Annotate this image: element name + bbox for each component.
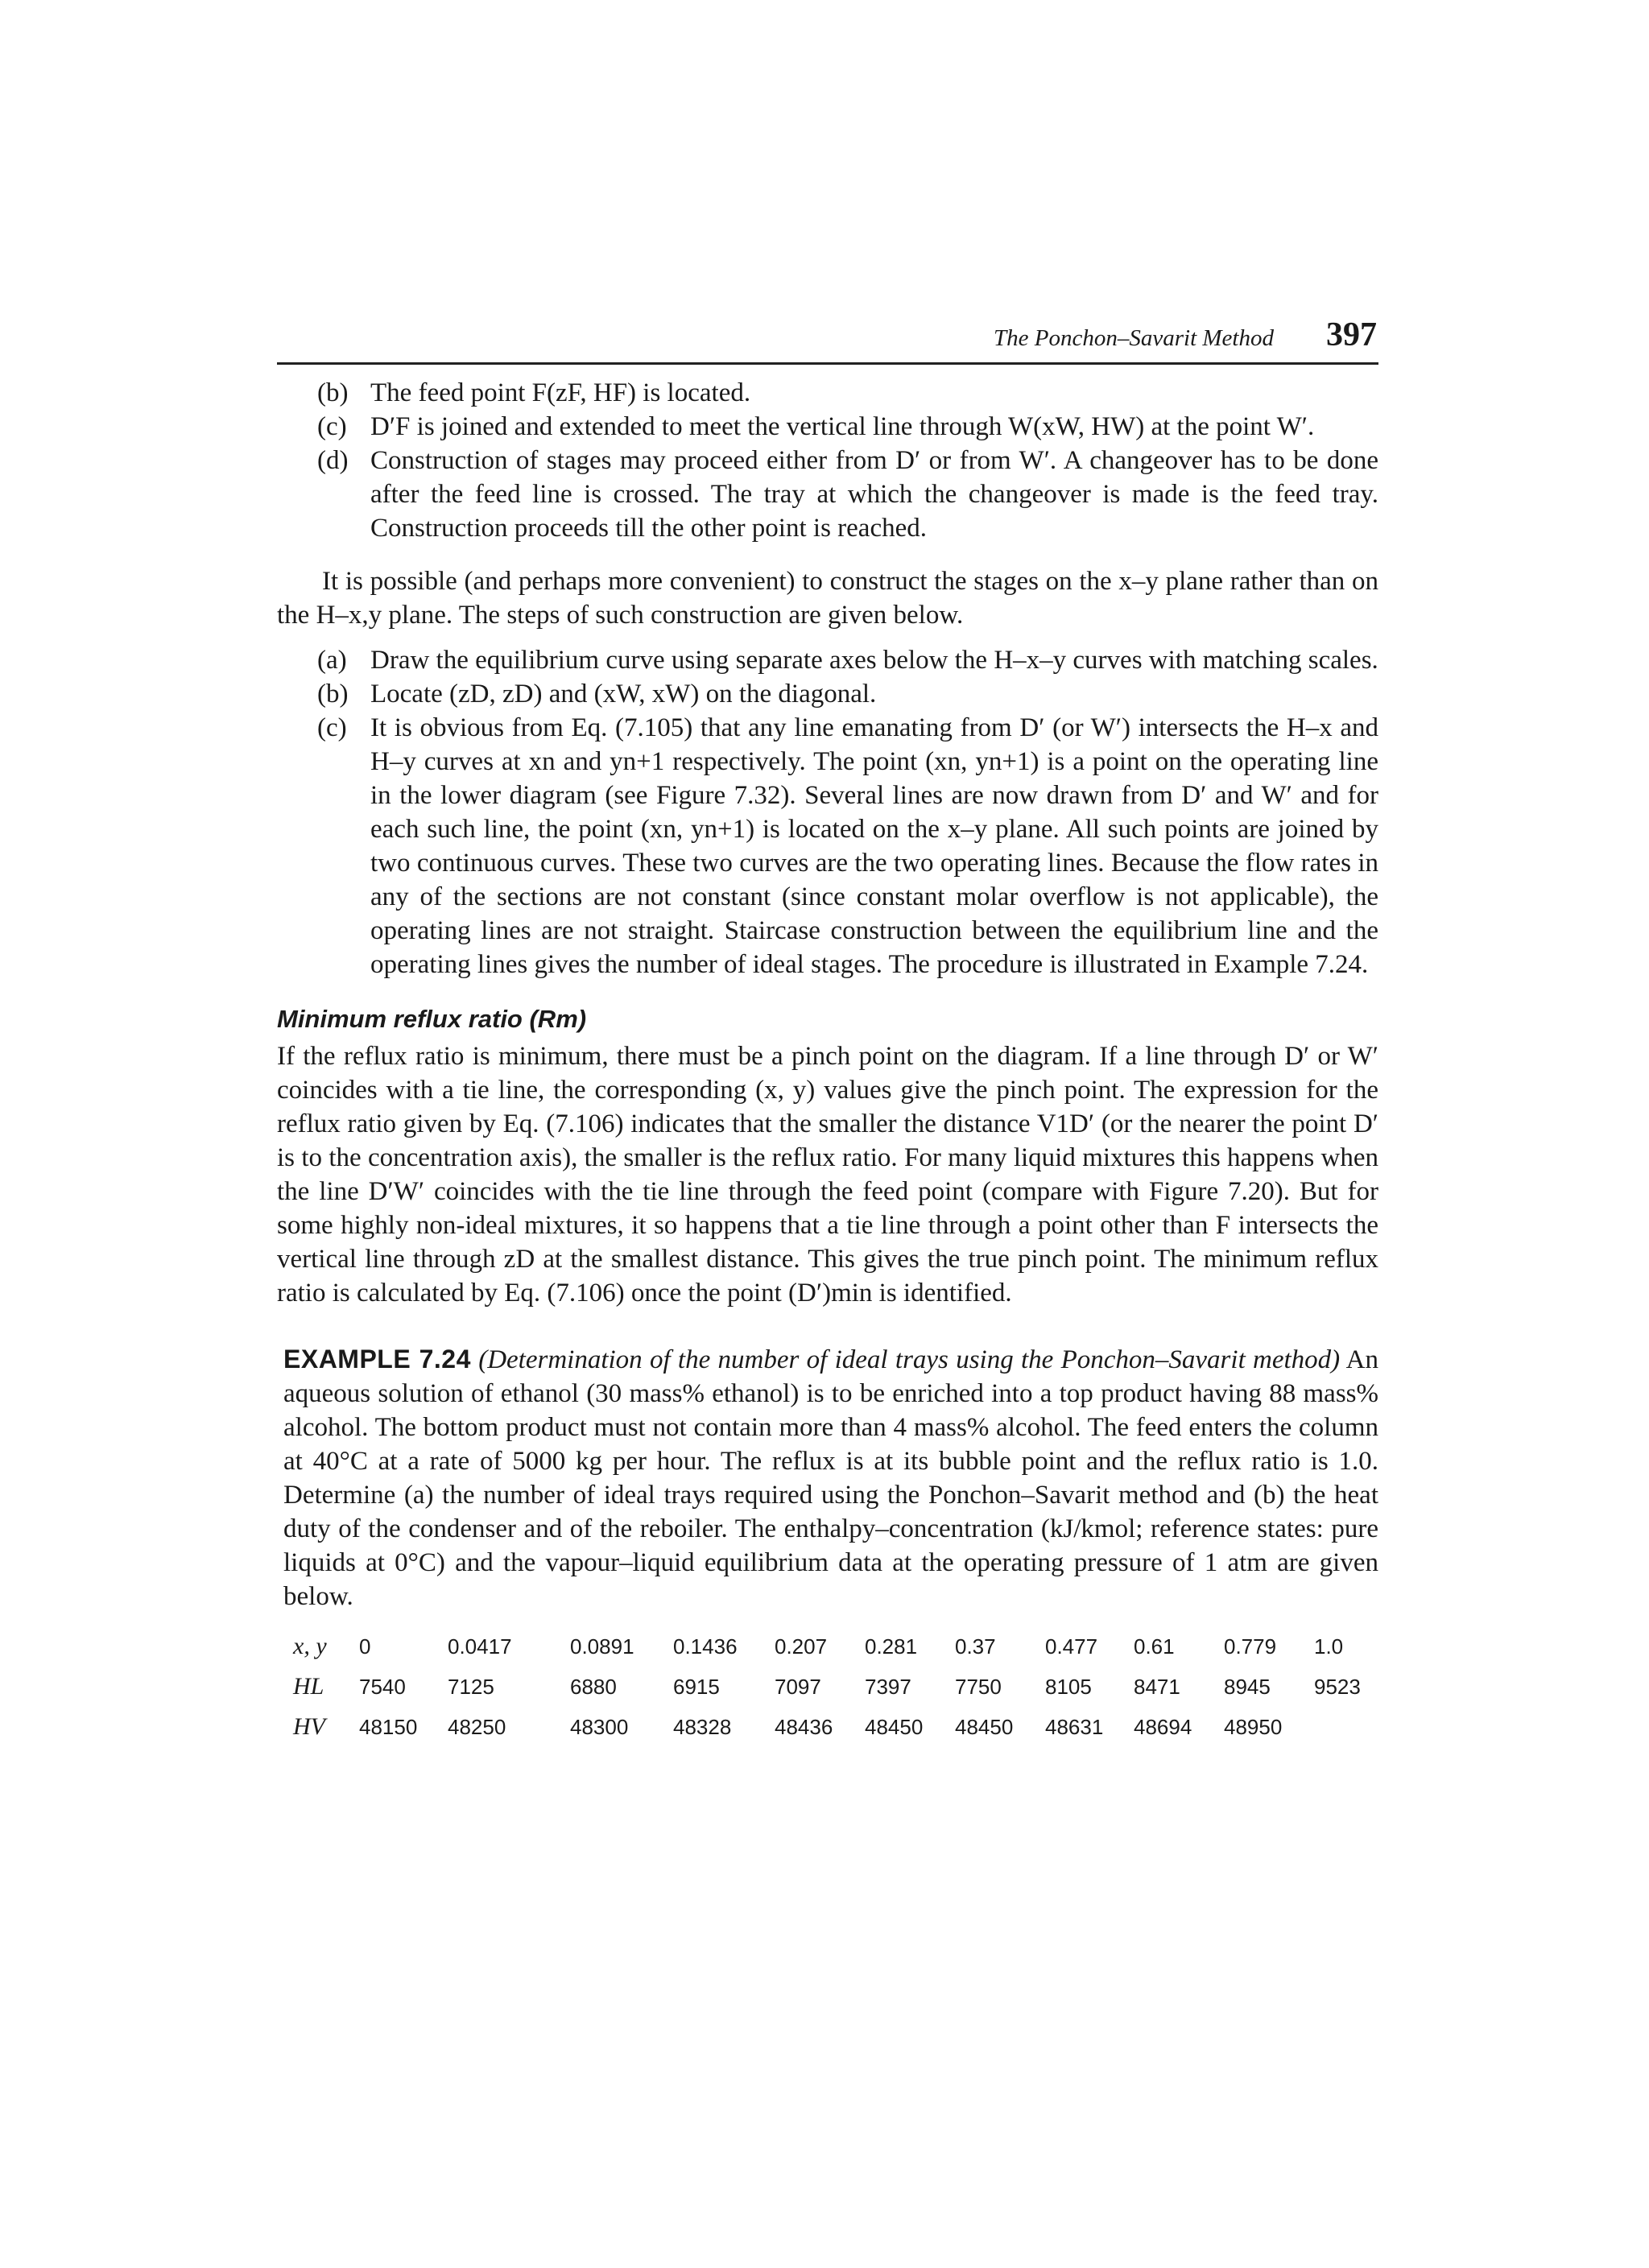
table-cell: 0.0417 bbox=[448, 1634, 512, 1659]
table-cell bbox=[1314, 1707, 1378, 1747]
list-item bbox=[277, 444, 1378, 545]
table-cell: 0.0891 bbox=[570, 1634, 634, 1659]
list-item bbox=[277, 410, 1378, 444]
table-cell: 48450 bbox=[865, 1715, 924, 1739]
table-cell: 48300 bbox=[570, 1715, 629, 1739]
table-cell: 48250 bbox=[448, 1715, 506, 1739]
list-item-text: Draw the equilibrium curve using separate axes below the H–x–y curves with matching scales. bbox=[370, 646, 1378, 675]
list-item-label: (b) bbox=[317, 378, 349, 407]
table-cell: 0.61 bbox=[1134, 1634, 1175, 1659]
list-item bbox=[277, 643, 1378, 677]
table-cell: 6915 bbox=[673, 1675, 720, 1699]
table-cell: 48436 bbox=[775, 1715, 833, 1739]
table-cell: 7540 bbox=[359, 1675, 406, 1699]
table-cell: 7750 bbox=[955, 1675, 1002, 1699]
list-item bbox=[277, 376, 1378, 410]
row-header: HL bbox=[293, 1673, 324, 1700]
table-cell: 48631 bbox=[1045, 1715, 1104, 1739]
table-cell: 48950 bbox=[1224, 1715, 1283, 1739]
table-cell: 8471 bbox=[1134, 1675, 1180, 1699]
table-cell: 0.1436 bbox=[673, 1634, 738, 1659]
example-text: An aqueous solution of ethanol (30 mass% ethanol) is to be enriched into a top product having 88 mass% alcohol. The bottom product must not contain more than 4 mass% alcohol. The feed enters the column at 40°C at a rate of 5000 kg per hour. The reflux is at its bubble point and the reflux ratio is 1.0. Determine (a) the number of ideal trays required using the Ponchon–Savarit method and (b) the heat duty of the condenser and of the reboiler. The enthalpy–concentration (kJ/kmol; reference states: pure liquids at 0°C) and the vapour–liquid equilibrium data at the operating pressure of 1 atm are given below. bbox=[283, 1345, 1379, 1611]
table-cell: 7125 bbox=[448, 1675, 494, 1699]
example-block bbox=[277, 1342, 1378, 1613]
table-cell: 0.37 bbox=[955, 1634, 996, 1659]
example-label: EXAMPLE 7.24 bbox=[283, 1345, 471, 1374]
table-cell: 8945 bbox=[1224, 1675, 1271, 1699]
list-item-label: (c) bbox=[317, 713, 347, 742]
page-number: 397 bbox=[1326, 316, 1377, 353]
intro-paragraph: It is possible (and perhaps more convenient) to construct the stages on the x–y plane rather than on the H–x,y plane. The steps of such construction are given below. bbox=[277, 567, 1378, 630]
running-head-title: The Ponchon–Savarit Method bbox=[994, 325, 1274, 351]
table-cell: 0.477 bbox=[1045, 1634, 1098, 1659]
table-row bbox=[277, 1707, 1378, 1747]
example-title: (Determination of the number of ideal trays using the Ponchon–Savarit method) bbox=[478, 1345, 1341, 1374]
list-item-label: (d) bbox=[317, 446, 349, 475]
table-row bbox=[277, 1667, 1378, 1707]
list-item-text: It is obvious from Eq. (7.105) that any line emanating from D′ (or W′) intersects the H–x and H–y curves at xn and yn+1 respectively. The point (xn, yn+1) is a point on the operating line in the lower diagram (see Figure 7.32). Several lines are now drawn from D′ and W′ and for each such line, the point (xn, yn+1) is located on the x–y plane. All such points are joined by two continuous curves. These two curves are the two operating lines. Because the flow rates in any of the sections are not constant (since constant molar overflow is not applicable), the operating lines are not straight. Staircase construction between the equilibrium line and the operating lines gives the number of ideal stages. The procedure is illustrated in Example 7.24. bbox=[370, 713, 1378, 979]
list-item-text: Construction of stages may proceed either from D′ or from W′. A changeover has to be done after the feed line is crossed. The tray at which the changeover is made is the feed tray. Construction proceeds till the other point is reached. bbox=[370, 446, 1378, 543]
table-row bbox=[277, 1626, 1378, 1667]
page bbox=[277, 316, 1378, 1747]
table-cell: 48450 bbox=[955, 1715, 1014, 1739]
list-item bbox=[277, 711, 1378, 981]
section-heading: Minimum reflux ratio (Rm) bbox=[277, 1005, 587, 1033]
running-head bbox=[277, 316, 1378, 365]
table-cell: 0 bbox=[359, 1634, 371, 1659]
list-item-label: (b) bbox=[317, 680, 349, 708]
list-item-label: (a) bbox=[317, 646, 347, 675]
xy-steps-list bbox=[277, 643, 1378, 981]
ps-steps-list bbox=[277, 376, 1378, 545]
table-cell: 48328 bbox=[673, 1715, 732, 1739]
table-cell: 7397 bbox=[865, 1675, 911, 1699]
table-cell: 48694 bbox=[1134, 1715, 1192, 1739]
table-cell: 1.0 bbox=[1314, 1634, 1344, 1659]
table-cell: 8105 bbox=[1045, 1675, 1092, 1699]
table-cell: 7097 bbox=[775, 1675, 821, 1699]
body-text bbox=[277, 376, 1378, 1747]
list-item-text: Locate (zD, zD) and (xW, xW) on the diagonal. bbox=[370, 680, 877, 708]
table-cell: 6880 bbox=[570, 1675, 617, 1699]
row-header: HV bbox=[293, 1713, 325, 1740]
list-item-text: D′F is joined and extended to meet the vertical line through W(xW, HW) at the point W′. bbox=[370, 412, 1315, 441]
row-header: x, y bbox=[293, 1633, 327, 1659]
table-cell: 0.779 bbox=[1224, 1634, 1277, 1659]
table-cell: 0.207 bbox=[775, 1634, 828, 1659]
min-reflux-paragraph: If the reflux ratio is minimum, there must be a pinch point on the diagram. If a line through D′ or W′ coincides with a tie line, the corresponding (x, y) values give the pinch point. The expression for the reflux ratio given by Eq. (7.106) indicates that the smaller the distance V1D′ (or the nearer the point D′ is to the concentration axis), the smaller is the reflux ratio. For many liquid mixtures this happens when the line D′W′ coincides with the tie line through the feed point (compare with Figure 7.20). But for some highly non-ideal mixtures, it so happens that a tie line through a point other than F intersects the vertical line through zD at the smallest distance. This gives the true pinch point. The minimum reflux ratio is calculated by Eq. (7.106) once the point (D′)min is identified. bbox=[277, 1042, 1378, 1308]
list-item-text: The feed point F(zF, HF) is located. bbox=[370, 378, 751, 407]
list-item bbox=[277, 677, 1378, 711]
table-cell: 0.281 bbox=[865, 1634, 918, 1659]
list-item-label: (c) bbox=[317, 412, 347, 441]
table-cell: 48150 bbox=[359, 1715, 418, 1739]
data-table bbox=[277, 1626, 1378, 1747]
table-cell: 9523 bbox=[1314, 1675, 1361, 1699]
